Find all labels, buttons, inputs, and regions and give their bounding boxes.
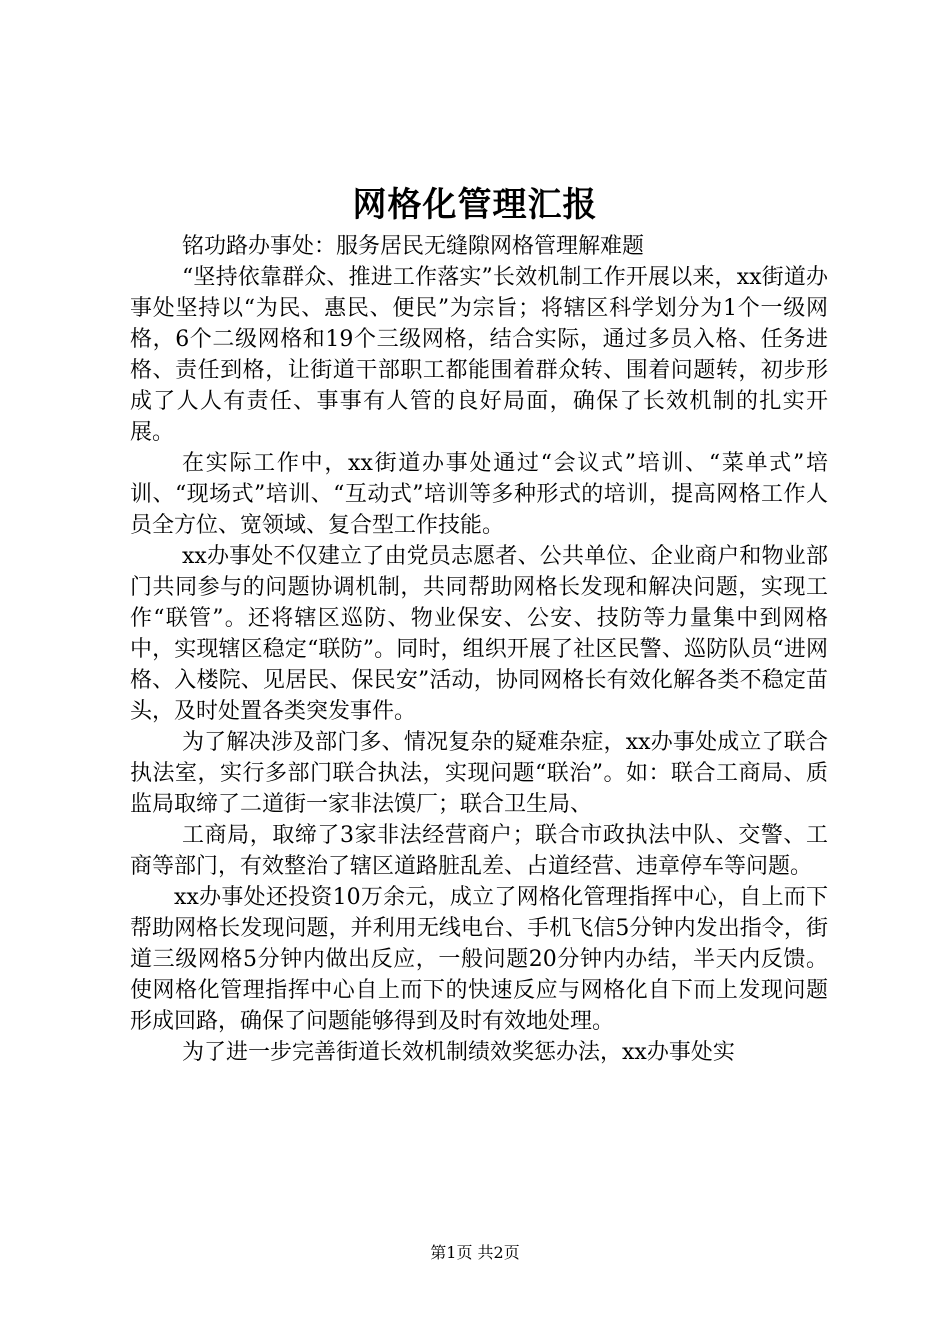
paragraph: 为了进一步完善街道长效机制绩效奖惩办法，xx办事处实 xyxy=(182,1040,735,1065)
paragraph: 工商局，取缔了3家非法经营商户；联合市政执法中队、交警、工商等部门，有效整治了辖区道路脏乱差、占道经营、违章停车等问题。 xyxy=(130,823,828,879)
paragraph-subtitle: 铭功路办事处：服务居民无缝隙网格管理解难题 xyxy=(182,234,645,259)
paragraph: 在实际工作中，xx街道办事处通过“会议式”培训、“菜单式”培训、“现场式”培训、“互动式”培训等多种形式的培训，提高网格工作人员全方位、宽领域、复合型工作技能。 xyxy=(130,451,828,538)
paragraph: “坚持依靠群众、推进工作落实”长效机制工作开展以来，xx街道办事处坚持以“为民、惠民、便民”为宗旨；将辖区科学划分为1个一级网格，6个二级网格和19个三级网格，结合实际，通过多员入格、任务进格、责任到格，让街道干部职工都能围着群众转、围着问题转，初步形成了人人有责任、事事有人管的良好局面，确保了长效机制的扎实开展。 xyxy=(130,265,828,445)
document-title: 网格化管理汇报 xyxy=(352,185,598,225)
paragraph: xx办事处不仅建立了由党员志愿者、公共单位、企业商户和物业部门共同参与的问题协调机制，共同帮助网格长发现和解决问题，实现工作“联管”。还将辖区巡防、物业保安、公安、技防等力量集中到网格中，实现辖区稳定“联防”。同时，组织开展了社区民警、巡防队员“进网格、入楼院、见居民、保民安”活动，协同网格长有效化解各类不稳定苗头，及时处置各类突发事件。 xyxy=(130,544,828,724)
page-footer: 第1页 共2页 xyxy=(430,1243,520,1262)
paragraph: 为了解决涉及部门多、情况复杂的疑难杂症，xx办事处成立了联合执法室，实行多部门联合执法，实现问题“联治”。如：联合工商局、质监局取缔了二道街一家非法馍厂；联合卫生局、 xyxy=(130,730,828,817)
document-body xyxy=(130,231,828,1068)
paragraph: xx办事处还投资10万余元，成立了网格化管理指挥中心，自上而下帮助网格长发现问题，并利用无线电台、手机飞信5分钟内发出指令，街道三级网格5分钟内做出反应，一般问题20分钟内办结，半天内反馈。使网格化管理指挥中心自上而下的快速反应与网格化自下而上发现问题形成回路，确保了问题能够得到及时有效地处理。 xyxy=(130,885,828,1034)
